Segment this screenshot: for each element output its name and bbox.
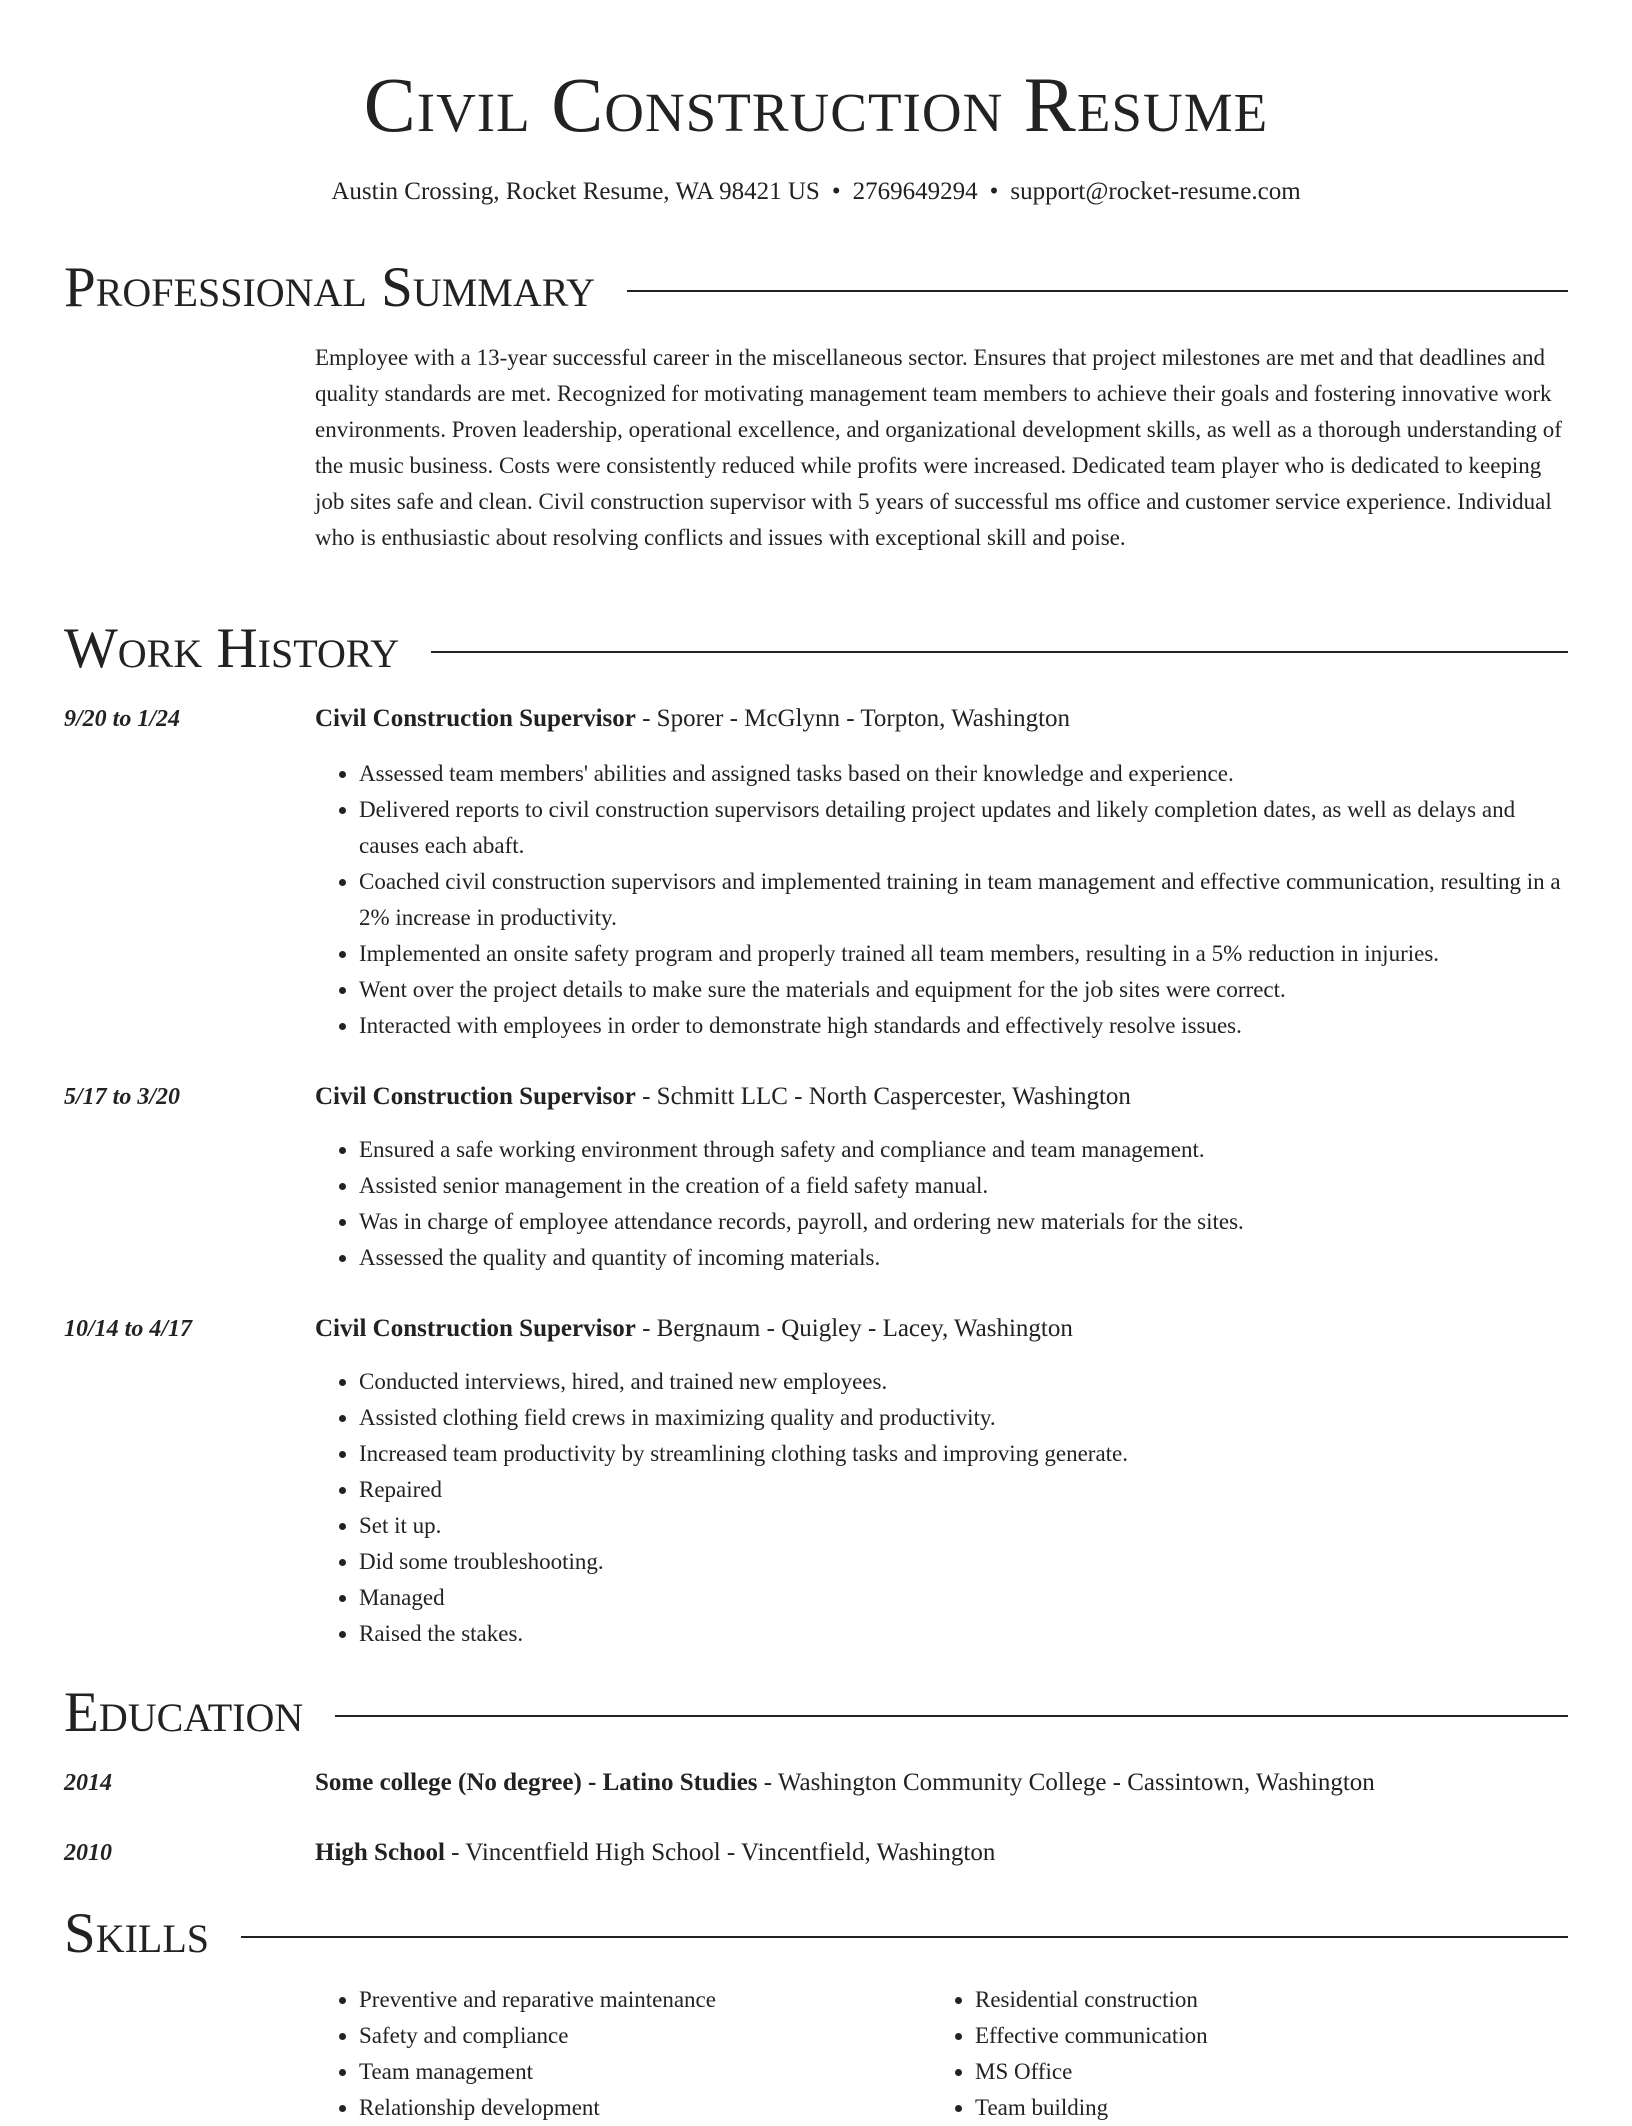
contact-address: Austin Crossing, Rocket Resume, WA 98421 US xyxy=(331,178,820,205)
job-details: - Schmitt LLC - North Caspercester, Washington xyxy=(635,1083,1131,1110)
job-title: Civil Construction Supervisor xyxy=(315,705,636,732)
education-date: 2010 xyxy=(64,1840,112,1866)
work-date: 10/14 to 4/17 xyxy=(64,1316,193,1342)
skill-item: • MS Office xyxy=(975,2054,1475,2090)
section-divider xyxy=(335,1715,1568,1717)
section-title-skills: Skills xyxy=(64,1902,210,1965)
job-details: - Sporer - McGlynn - Torpton, Washington xyxy=(635,705,1071,732)
skills-list-right xyxy=(931,1982,1475,2126)
work-bullets xyxy=(315,1132,1568,1276)
section-title-education: Education xyxy=(64,1681,304,1744)
section-header-summary xyxy=(64,253,1568,323)
work-date: 9/20 to 1/24 xyxy=(64,706,181,732)
work-bullets xyxy=(315,756,1568,1044)
skill-item: • Effective communication xyxy=(975,2018,1475,2054)
work-bullet: • Conducted interviews, hired, and trained new employees. xyxy=(359,1364,1568,1400)
education-date: 2014 xyxy=(64,1770,112,1796)
education-heading xyxy=(315,1768,1568,1798)
school-details: - Washington Community College - Cassintown, Washington xyxy=(757,1769,1375,1796)
work-bullet: • Assisted senior management in the creation of a field safety manual. xyxy=(359,1168,1568,1204)
contact-email[interactable]: support@rocket-resume.com xyxy=(1010,178,1301,205)
section-divider xyxy=(241,1936,1568,1938)
skill-item: • Relationship development xyxy=(359,2090,919,2126)
degree-title: Some college (No degree) - Latino Studies xyxy=(315,1769,758,1796)
work-bullet: • Did some troubleshooting. xyxy=(359,1544,1568,1580)
work-bullet: • Managed xyxy=(359,1580,1568,1616)
section-header-work-history xyxy=(64,614,1568,684)
work-bullet: • Assessed team members' abilities and assigned tasks based on their knowledge and experience. xyxy=(359,756,1568,792)
work-bullet: • Delivered reports to civil construction supervisors detailing project updates and likely completion dates, as well as delays and causes each abaft. xyxy=(359,792,1568,864)
work-bullet: • Increased team productivity by streamlining clothing tasks and improving generate. xyxy=(359,1436,1568,1472)
work-bullet: • Set it up. xyxy=(359,1508,1568,1544)
work-bullets xyxy=(315,1364,1568,1652)
skill-item: • Safety and compliance xyxy=(359,2018,919,2054)
section-title-summary: Professional Summary xyxy=(64,256,596,319)
job-title: Civil Construction Supervisor xyxy=(315,1315,636,1342)
section-header-education xyxy=(64,1678,1568,1748)
work-bullet: • Ensured a safe working environment through safety and compliance and team management. xyxy=(359,1132,1568,1168)
job-title: Civil Construction Supervisor xyxy=(315,1083,636,1110)
work-bullet: • Assessed the quality and quantity of incoming materials. xyxy=(359,1240,1568,1276)
contact-separator: • xyxy=(989,178,999,205)
contact-separator: • xyxy=(831,178,841,205)
work-bullet: • Interacted with employees in order to demonstrate high standards and effectively resolve issues. xyxy=(359,1008,1568,1044)
work-bullet: • Assisted clothing field crews in maximizing quality and productivity. xyxy=(359,1400,1568,1436)
summary-text: Employee with a 13-year successful career in the miscellaneous sector. Ensures that project milestones are met and that deadlines and quality standards are met. Recognized for motivating management team members to achieve their goals and fostering innovative work environments. Proven leadership, operational excellence, and organizational development skills, as well as a thorough understanding of the music business. Costs were consistently reduced while profits were increased. Dedicated team player who is dedicated to keeping job sites safe and clean. Civil construction supervisor with 5 years of successful ms office and customer service experience. Individual who is enthusiastic about resolving conflicts and issues with exceptional skill and poise. xyxy=(315,345,1562,550)
job-details: - Bergnaum - Quigley - Lacey, Washington xyxy=(635,1315,1073,1342)
section-header-skills xyxy=(64,1899,1568,1969)
work-bullet: • Was in charge of employee attendance records, payroll, and ordering new materials for the sites. xyxy=(359,1204,1568,1240)
section-divider xyxy=(627,290,1568,292)
degree-title: High School xyxy=(315,1839,445,1866)
section-divider xyxy=(431,651,1568,653)
section-title-work-history: Work History xyxy=(64,617,400,680)
contact-line xyxy=(0,177,1632,207)
skill-item: • Team building xyxy=(975,2090,1475,2126)
skill-item: • Team management xyxy=(359,2054,919,2090)
work-bullet: • Coached civil construction supervisors and implemented training in team management and effective communication, resulting in a 2% increase in productivity. xyxy=(359,864,1568,936)
work-heading xyxy=(315,1082,1568,1112)
skill-item: • Residential construction xyxy=(975,1982,1475,2018)
skill-item: • Preventive and reparative maintenance xyxy=(359,1982,919,2018)
education-heading xyxy=(315,1838,1568,1868)
skills-list-left xyxy=(315,1982,919,2126)
work-heading xyxy=(315,1314,1568,1344)
work-date: 5/17 to 3/20 xyxy=(64,1084,181,1110)
work-bullet: • Implemented an onsite safety program and properly trained all team members, resulting in a 5% reduction in injuries. xyxy=(359,936,1568,972)
resume-title: Civil Construction Resume xyxy=(363,61,1269,148)
contact-phone[interactable]: 2769649294 xyxy=(852,178,978,205)
work-bullet: • Went over the project details to make sure the materials and equipment for the job sites were correct. xyxy=(359,972,1568,1008)
work-bullet: • Repaired xyxy=(359,1472,1568,1508)
work-heading xyxy=(315,704,1568,734)
school-details: - Vincentfield High School - Vincentfield, Washington xyxy=(444,1839,996,1866)
work-bullet: • Raised the stakes. xyxy=(359,1616,1568,1652)
